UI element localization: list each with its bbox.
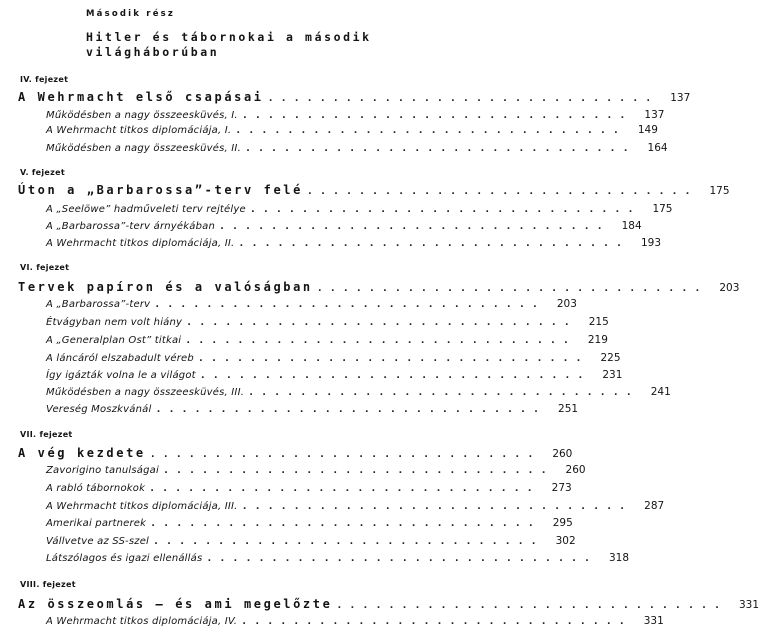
chapter-title: Úton a „Barbarossa”-terv felé	[18, 183, 303, 197]
toc-entry[interactable]	[46, 352, 621, 368]
entry-title: Működésben a nagy összeesküvés, III.	[46, 387, 245, 398]
chapter-heading[interactable]	[18, 183, 730, 199]
page-number: 225	[600, 352, 621, 364]
page-number: 184	[621, 220, 642, 232]
entry-title: A láncáról elszabadult véreb	[46, 353, 194, 364]
entry-title: A Wehrmacht titkos diplomáciája, IV.	[46, 616, 238, 627]
page-number: 295	[552, 517, 573, 529]
chapter-heading[interactable]	[18, 446, 573, 462]
page-number: 260	[552, 448, 573, 460]
chapter-label: V. fejezet	[20, 168, 65, 177]
toc-entry[interactable]	[46, 482, 572, 498]
chapter-heading[interactable]	[18, 280, 740, 296]
entry-title: Étvágyban nem volt hiány	[46, 317, 183, 328]
page-number: 219	[587, 334, 608, 346]
page-number: 137	[670, 92, 691, 104]
chapter-label: IV. fejezet	[20, 75, 69, 84]
entry-title: Látszólagos és igazi ellenállás	[46, 553, 203, 564]
toc-entry[interactable]	[46, 615, 664, 631]
leader-dots: ..............................	[235, 125, 626, 136]
toc-entry[interactable]	[46, 500, 665, 516]
leader-dots: ..............................	[306, 186, 698, 197]
chapter-title: A Wehrmacht első csapásai	[18, 90, 264, 104]
page-number: 164	[647, 142, 668, 154]
chapter-heading[interactable]	[18, 597, 759, 613]
leader-dots: ..............................	[153, 536, 544, 547]
toc-entry[interactable]	[46, 298, 577, 314]
leader-dots: ..............................	[244, 143, 636, 154]
toc-entry[interactable]	[46, 517, 573, 533]
entry-title: Vállvetve az SS-szel	[46, 536, 150, 547]
leader-dots: ..............................	[238, 238, 630, 249]
page-number: 331	[643, 615, 664, 627]
leader-dots: ..............................	[154, 299, 545, 310]
chapter-label: VI. fejezet	[20, 263, 70, 272]
entry-title: A Wehrmacht titkos diplomáciája, II.	[46, 238, 235, 249]
entry-title: A rabló tábornokok	[46, 483, 146, 494]
chapter-title: Tervek papíron és a valóságban	[18, 280, 313, 294]
leader-dots: ..............................	[150, 518, 541, 529]
entry-title: Így igázták volna le a világot	[46, 370, 196, 381]
leader-dots: ..............................	[149, 483, 540, 494]
entry-title: Működésben a nagy összeesküvés, I.	[46, 110, 238, 121]
leader-dots: ..............................	[185, 335, 576, 346]
entry-title: A „Generalplan Ost” titkai	[46, 335, 182, 346]
toc-entry[interactable]	[46, 386, 671, 402]
entry-title: Amerikai partnerek	[46, 518, 147, 529]
leader-dots: ..............................	[219, 221, 610, 232]
toc-entry[interactable]	[46, 124, 658, 140]
page-number: 175	[652, 203, 673, 215]
entry-title: Működésben a nagy összeesküvés, II.	[46, 143, 241, 154]
page-number: 302	[555, 535, 576, 547]
chapter-heading[interactable]	[18, 90, 691, 106]
toc-entry[interactable]	[46, 316, 609, 332]
toc-entry[interactable]	[46, 535, 576, 551]
toc-entry[interactable]	[46, 369, 623, 385]
entry-title: Vereség Moszkvánál	[46, 404, 152, 415]
chapter-title: A vég kezdete	[18, 446, 146, 460]
entry-title: A Wehrmacht titkos diplomáciája, I.	[46, 125, 232, 136]
page-number: 137	[644, 109, 665, 121]
toc-entry[interactable]	[46, 142, 668, 158]
leader-dots: ..............................	[186, 317, 577, 328]
leader-dots: ..............................	[336, 600, 728, 611]
toc-entry[interactable]	[46, 552, 630, 568]
entry-title: A „Seelöwe” hadműveleti terv rejtélye	[46, 204, 246, 215]
page-number: 149	[637, 124, 658, 136]
page-number: 260	[565, 464, 586, 476]
toc-entry[interactable]	[46, 109, 665, 125]
leader-dots: ..............................	[267, 93, 659, 104]
page-number: 241	[650, 386, 671, 398]
leader-dots: ..............................	[206, 553, 598, 564]
entry-title: A „Barbarossa”-terv árnyékában	[46, 221, 216, 232]
chapter-title: Az összeomlás — és ami megelőzte	[18, 597, 333, 611]
page-number: 273	[551, 482, 572, 494]
toc-entry[interactable]	[46, 403, 579, 419]
chapter-label: VII. fejezet	[20, 430, 73, 439]
leader-dots: ..............................	[241, 616, 632, 627]
page-number: 287	[644, 500, 665, 512]
part-title: Hitler és tábornokai a második világháborúban	[86, 30, 372, 59]
toc-entry[interactable]	[46, 237, 662, 253]
leader-dots: ..............................	[249, 204, 641, 215]
page-number: 203	[556, 298, 577, 310]
leader-dots: ..............................	[248, 387, 639, 398]
entry-title: Zavorigino tanulságai	[46, 465, 159, 476]
leader-dots: ..............................	[149, 449, 541, 460]
leader-dots: ..............................	[316, 283, 708, 294]
leader-dots: ..............................	[241, 110, 633, 121]
page-number: 231	[602, 369, 623, 381]
leader-dots: ..............................	[199, 370, 591, 381]
leader-dots: ..............................	[162, 465, 554, 476]
page-number: 215	[588, 316, 609, 328]
page-number: 331	[738, 599, 759, 611]
entry-title: A „Barbarossa”-terv	[46, 299, 151, 310]
page-number: 203	[719, 282, 740, 294]
toc-entry[interactable]	[46, 464, 586, 480]
toc-entry[interactable]	[46, 203, 673, 219]
entry-title: A Wehrmacht titkos diplomáciája, III.	[46, 501, 238, 512]
page-number: 251	[558, 403, 579, 415]
page-number: 193	[641, 237, 662, 249]
toc-entry[interactable]	[46, 334, 608, 350]
page-number: 318	[608, 552, 630, 564]
leader-dots: ..............................	[241, 501, 633, 512]
chapter-label: VIII. fejezet	[20, 580, 76, 589]
leader-dots: ..............................	[155, 404, 547, 415]
part-label: Második rész	[86, 9, 176, 19]
leader-dots: ..............................	[197, 353, 589, 364]
page-number: 175	[709, 185, 730, 197]
toc-entry[interactable]	[46, 220, 642, 236]
